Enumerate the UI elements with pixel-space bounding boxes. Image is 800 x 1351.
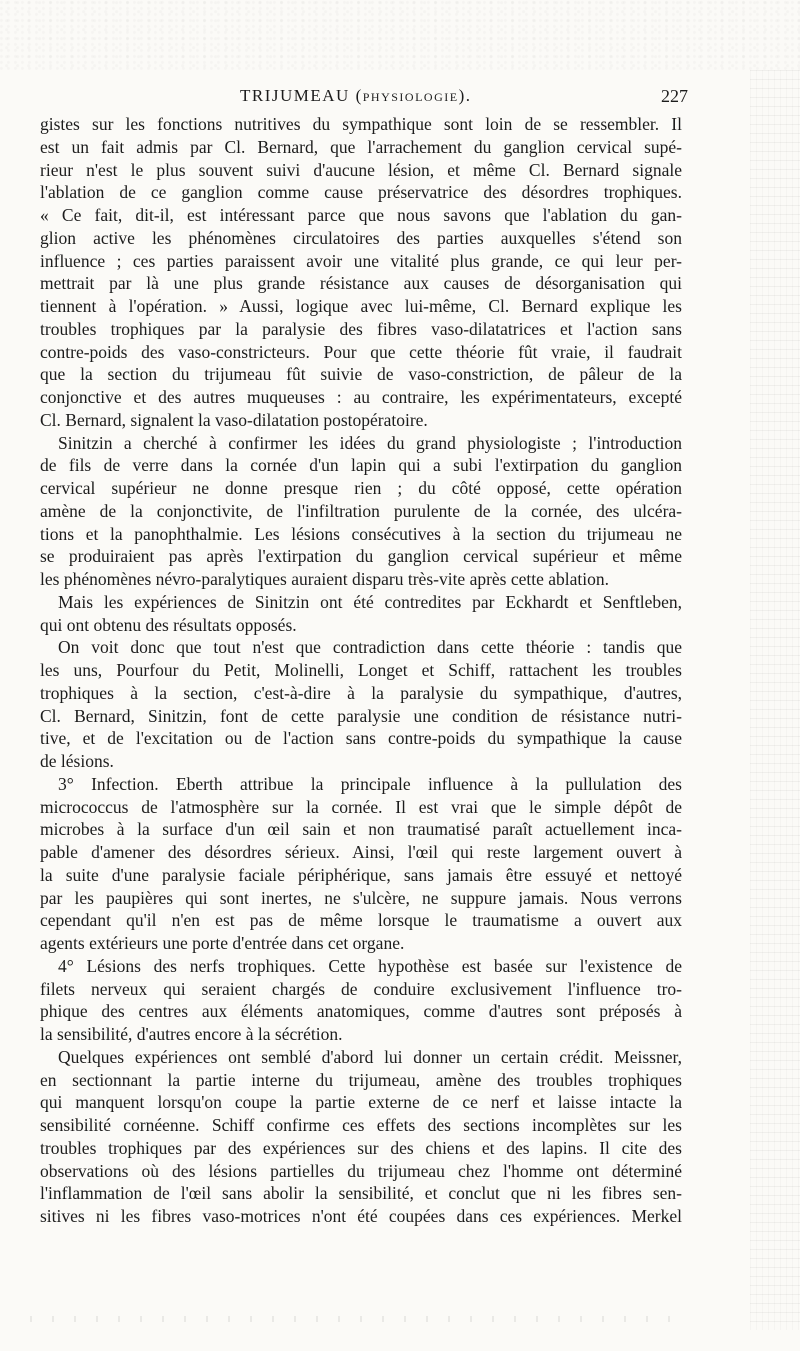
scan-noise-top <box>0 0 800 70</box>
text-line: troubles trophiques par des expériences sur des chiens et des lapins. Il cite des <box>40 1137 682 1158</box>
text-line: par les paupières qui sont inertes, ne s'ulcère, ne suppure jamais. Nous verrons <box>40 887 682 908</box>
text-line: la suite d'une paralysie faciale périphérique, sans jamais être essuyé et nettoyé <box>40 864 682 885</box>
text-line: les uns, Pourfour du Petit, Molinelli, Longet et Schiff, rattachent les troubles <box>40 660 682 680</box>
text-line: cependant qu'il n'en est pas de même lorsque le traumatisme a ouvert aux <box>40 910 682 931</box>
text-line: Sinitzin a cherché à confirmer les idées du grand physiologiste ; l'introduction <box>58 432 682 453</box>
text-line: trophiques à la section, c'est-à-dire à la paralysie du sympathique, d'autres, <box>40 682 682 703</box>
text-line: agents extérieurs une porte d'entrée dans cet organe. <box>40 933 405 953</box>
text-line: glion active les phénomènes circulatoires des parties auxquelles s'étend son <box>40 227 682 248</box>
text-line: Cl. Bernard, Sinitzin, font de cette paralysie une condition de résistance nutri- <box>40 705 682 726</box>
text-line: amène de la conjonctivite, de l'infiltration purulente de la cornée, des ulcéra- <box>40 500 682 521</box>
text-line: de fils de verre dans la cornée d'un lapin qui a subi l'extirpation du ganglion <box>40 455 682 476</box>
text-line: que la section du trijumeau fût suivie de vaso-constriction, de pâleur de la <box>40 364 682 385</box>
running-title-small-caps: PHYSIOLOGIE <box>362 90 459 104</box>
text-line: Cl. Bernard, signalent la vaso-dilatation postopératoire. <box>40 409 428 430</box>
text-line: troubles trophiques par la paralysie des fibres vaso-dilatatrices et l'action sans <box>40 318 682 339</box>
text-line: Mais les expériences de Sinitzin ont été contredites par Eckhardt et Senftleben, <box>58 591 682 612</box>
text-line: tiennent à l'opération. » Aussi, logique avec lui-même, Cl. Bernard explique les <box>40 296 682 316</box>
text-line: de lésions. <box>40 751 114 771</box>
text-line: sitives ni les fibres vaso-motrices n'ont été coupées dans ces expériences. Merkel <box>40 1206 682 1226</box>
text-line: 4° Lésions des nerfs trophiques. Cette hypothèse est basée sur l'existence de <box>58 955 682 976</box>
text-line: est un fait admis par Cl. Bernard, que l'arrachement du ganglion cervical supé- <box>40 136 682 157</box>
text-line: la sensibilité, d'autres encore à la sécrétion. <box>40 1024 343 1044</box>
text-line: qui manquent lorsqu'on coupe la partie externe de ce nerf et laisse intacte la <box>40 1092 682 1113</box>
running-title-main: TRIJUMEAU ( <box>240 86 363 105</box>
text-line: microbes à la surface d'un œil sain et non traumatisé paraît actuellement inca- <box>40 819 682 840</box>
text-line: l'ablation de ce ganglion comme cause préservatrice des désordres trophiques. <box>40 182 682 203</box>
text-line: gistes sur les fonctions nutritives du sympathique sont loin de se ressembler. Il <box>40 114 682 134</box>
text-line: influence ; ces parties paraissent avoir une vitalité plus grande, ce qui leur per- <box>40 250 682 271</box>
scan-noise-bottom <box>30 1316 690 1322</box>
text-line: micrococcus de l'atmosphère sur la cornée. Il est vrai que le simple dépôt de <box>40 796 682 817</box>
text-line: rieur n'est le plus souvent suivi d'aucune lésion, et même Cl. Bernard signale <box>40 159 682 180</box>
text-line: « Ce fait, dit-il, est intéressant parce que nous savons que l'ablation du gan- <box>40 205 682 225</box>
running-title-end: ). <box>458 86 472 105</box>
text-line: cervical supérieur ne donne presque rien ; du côté opposé, cette opération <box>40 478 682 498</box>
text-line: filets nerveux qui seraient chargés de conduire exclusivement l'influence tro- <box>40 978 682 999</box>
text-line: se produiraient pas après l'extirpation du ganglion cervical supérieur et même <box>40 546 682 567</box>
text-line: en sectionnant la partie interne du trijumeau, amène des troubles trophiques <box>40 1069 682 1090</box>
text-line: 3° Infection. Eberth attribue la principale influence à la pullulation des <box>58 773 682 794</box>
text-line: Quelques expériences ont semblé d'abord lui donner un certain crédit. Meissner, <box>58 1046 682 1067</box>
running-title <box>240 86 472 106</box>
text-line: sensibilité cornéenne. Schiff confirme ces effets des sections incomplètes sur les <box>40 1115 682 1135</box>
text-line: tive, et de l'excitation ou de l'action sans contre-poids du sympathique la cause <box>40 728 682 749</box>
text-line: observations où des lésions partielles du trijumeau chez l'homme ont déterminé <box>40 1160 682 1181</box>
text-line: l'inflammation de l'œil sans abolir la sensibilité, et conclut que ni les fibres sen- <box>40 1183 682 1204</box>
body-text <box>40 113 682 1228</box>
text-line: les phénomènes névro-paralytiques auraient disparu très-vite après cette ablation. <box>40 569 610 589</box>
text-line: conjonctive et des autres muqueuses : au contraire, les expérimentateurs, excepté <box>40 387 682 407</box>
text-line: On voit donc que tout n'est que contradiction dans cette théorie : tandis que <box>58 637 682 658</box>
text-line: phique des centres aux éléments anatomiques, comme d'autres sont préposés à <box>40 1001 682 1022</box>
text-line: qui ont obtenu des résultats opposés. <box>40 614 297 635</box>
scan-noise-right-edge <box>750 70 800 1330</box>
page-header <box>40 86 688 110</box>
text-line: mettrait par là une plus grande résistance aux causes de désorganisation qui <box>40 273 682 294</box>
page-number: 227 <box>661 86 688 106</box>
text-line: contre-poids des vaso-constricteurs. Pour que cette théorie fût vraie, il faudrait <box>40 341 682 362</box>
text-line: tions et la panophthalmie. Les lésions consécutives à la section du trijumeau ne <box>40 523 682 544</box>
text-line: pable d'amener des désordres sérieux. Ainsi, l'œil qui reste largement ouvert à <box>40 842 682 862</box>
